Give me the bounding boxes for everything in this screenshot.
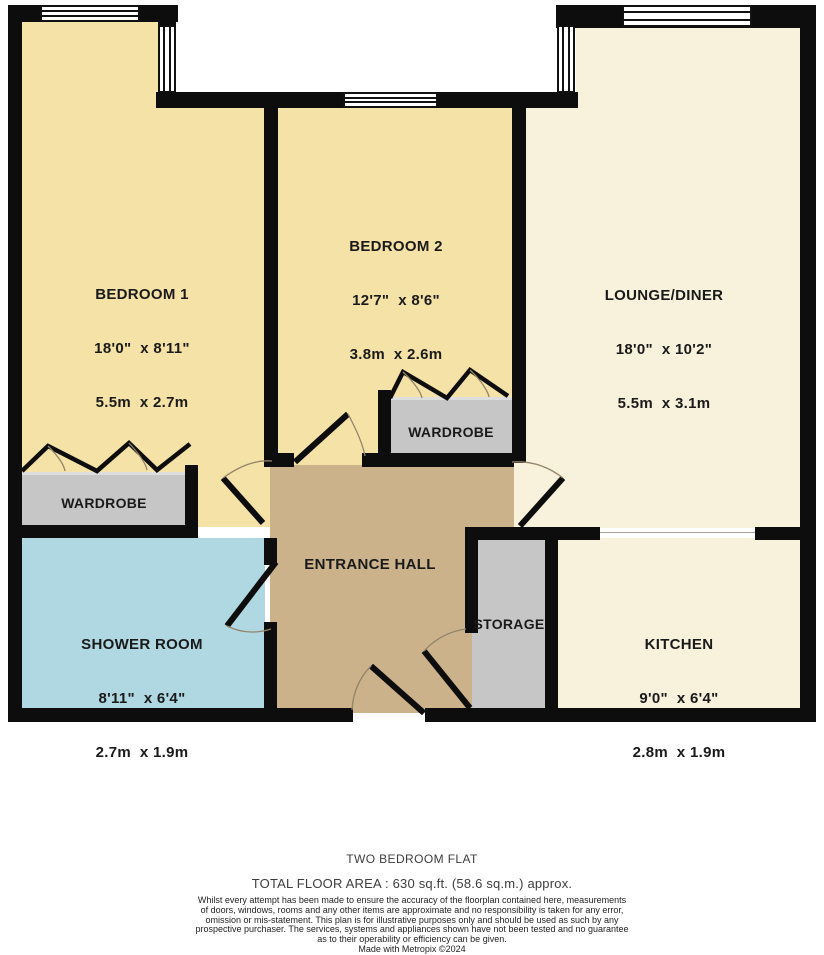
front-door-leaf [371,666,424,713]
bedroom1-size-imperial: 18'0" x 8'11" [94,340,190,357]
shower-room-label [42,600,242,798]
storage-door-swing-arc [424,629,466,651]
shower-room-name: SHOWER ROOM [81,636,203,653]
wardrobe-bedroom1-label: WARDROBE [61,495,147,511]
bedroom1-door-swing-arc [223,461,272,478]
bedroom1-size-metric: 5.5m x 2.7m [95,394,189,411]
disclaimer-line: as to their operability or efficiency can be given. [317,934,507,945]
kitchen-label [579,600,779,798]
lounge-door-swing-arc [512,462,563,478]
disclaimer-line: omission or mis-statement. This plan is for illustrative purposes only and should be used as such by any [205,914,619,925]
front-door-swing-arc [352,666,371,710]
storage-door-leaf [424,651,470,708]
disclaimer-line: of doors, windows, rooms and any other items are approximate and no responsibility is taken for any error, [200,904,624,915]
bedroom1-label [42,250,242,448]
shower-room-size-metric: 2.7m x 1.9m [95,744,189,761]
bedroom1-door-leaf [223,478,263,523]
wardrobe-bedroom2-label: WARDROBE [408,424,494,440]
shower-room-size-imperial: 8'11" x 6'4" [98,690,186,707]
bedroom2-size-metric: 3.8m x 2.6m [349,346,443,363]
plan-title: TWO BEDROOM FLAT [346,852,478,866]
lounge-diner-label [564,251,764,449]
disclaimer [0,896,824,945]
bedroom1-name: BEDROOM 1 [95,286,189,303]
disclaimer-line: prospective purchaser. The services, systems and appliances shown have not been tested and no guarantee [195,924,629,935]
bedroom2-label [296,202,496,400]
bedroom2-door-leaf [295,414,348,462]
footer [0,852,824,955]
metropix-credit: Made with Metropix ©2024 [358,943,466,954]
kitchen-size-metric: 2.8m x 1.9m [632,744,726,761]
total-floor-area: TOTAL FLOOR AREA : 630 sq.ft. (58.6 sq.m.) approx. [251,876,573,891]
disclaimer-line: Whilst every attempt has been made to ensure the accuracy of the floorplan contained here, measurements [197,895,627,905]
bedroom2-door-swing-arc [348,414,365,456]
storage-label: STORAGE [473,616,545,632]
lounge-door-leaf [520,478,563,526]
kitchen-name: KITCHEN [644,636,714,653]
lounge-diner-name: LOUNGE/DINER [604,287,724,304]
lounge-diner-size-metric: 5.5m x 3.1m [617,395,711,412]
bedroom2-size-imperial: 12'7" x 8'6" [352,292,440,309]
entrance-hall-label: ENTRANCE HALL [304,556,436,573]
bedroom2-name: BEDROOM 2 [349,238,443,255]
kitchen-size-imperial: 9'0" x 6'4" [639,690,719,707]
lounge-diner-size-imperial: 18'0" x 10'2" [615,341,713,358]
